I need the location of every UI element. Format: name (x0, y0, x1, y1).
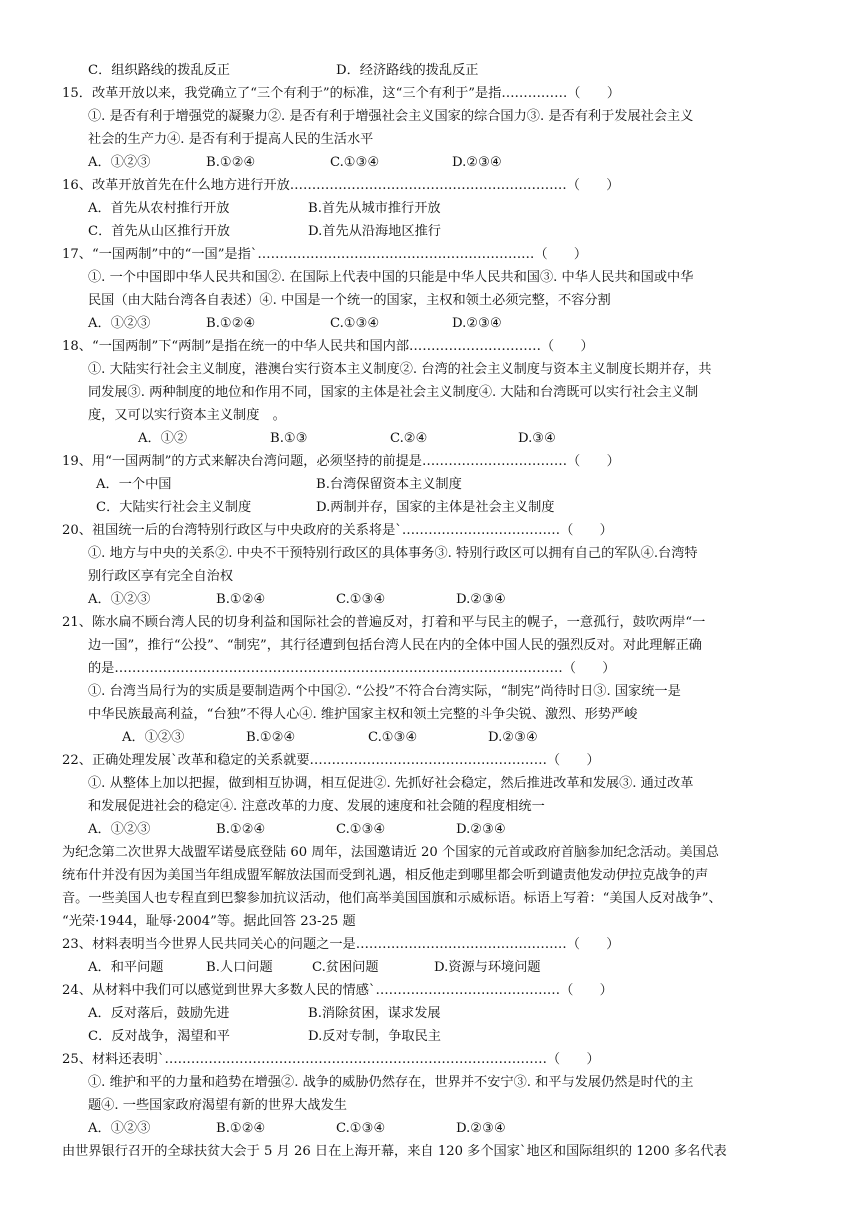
question-18-option-a: A．①② (138, 431, 188, 446)
question-19-option-d: D.两制并存，国家的主体是社会主义制度 (316, 500, 555, 515)
question-24-option-d: D.反对专制，争取民主 (308, 1029, 441, 1044)
question-20-stem: 20、祖国统一后的台湾特别行政区与中央政府的关系将是`………………………………（ ） (62, 523, 613, 538)
question-20-statements-line1: ①. 地方与中央的关系②. 中央不干预特别行政区的具体事务③. 特别行政区可以拥有自己的军队④.台湾特 (88, 546, 698, 561)
material-passage-line1: 为纪念第二次世界大战盟军诺曼底登陆 60 周年，法国邀请近 20 个国家的元首或政府首脑参加纪念活动。美国总 (62, 845, 719, 860)
question-24-option-a: A．反对落后，鼓励先进 (88, 1006, 230, 1021)
question-16-option-d: D.首先从沿海地区推行 (308, 224, 441, 239)
question-22-option-b: B.①②④ (216, 822, 266, 837)
question-20-option-a: A．①②③ (88, 592, 151, 607)
question-25-option-d: D.②③④ (456, 1121, 506, 1136)
question-19-option-a: A．一个中国 (96, 477, 172, 492)
question-16-option-a: A．首先从农村推行开放 (88, 201, 230, 216)
question-21-statements-line2: 中华民族最高利益，“台独”不得人心④. 维护国家主权和领土完整的斗争尖锐、激烈、形势严峻 (88, 707, 638, 722)
question-25-option-a: A．①②③ (88, 1121, 151, 1136)
question-20-option-c: C.①③④ (336, 592, 386, 607)
question-15-option-c: C.①③④ (330, 155, 380, 170)
question-15-option-b: B.①②④ (206, 155, 256, 170)
question-24-option-c: C．反对战争，渴望和平 (88, 1029, 230, 1044)
question-18-statements-line3: 度，又可以实行资本主义制度 。 (88, 408, 286, 423)
question-19-option-c: C．大陆实行社会主义制度 (96, 500, 252, 515)
question-17-option-d: D.②③④ (452, 316, 502, 331)
question-21-stem-line1: 21、陈水扁不顾台湾人民的切身利益和国际社会的普遍反对，打着和平与民主的幌子，一意孤行，鼓吹两岸“一 (62, 615, 706, 630)
question-20-option-b: B.①②④ (216, 592, 266, 607)
question-25-stem: 25、材料还表明`……………………………………………………………………………（ ） (62, 1052, 600, 1067)
question-25-option-b: B.①②④ (216, 1121, 266, 1136)
question-24-option-b: B.消除贫困，谋求发展 (308, 1006, 441, 1021)
question-22-stem: 22、正确处理发展`改革和稳定的关系就要………………………………………………（ ） (62, 753, 600, 768)
question-16-option-c: C．首先从山区推行开放 (88, 224, 230, 239)
question-18-option-b: B.①③ (270, 431, 308, 446)
question-18-statements-line2: 同发展③. 两种制度的地位和作用不同，国家的主体是社会主义制度④. 大陆和台湾既可以实行社会主义制 (88, 385, 699, 400)
question-17-statements-line1: ①. 一个中国即中华人民共和国②. 在国际上代表中国的只能是中华人民共和国③. 中华人民共和国或中华 (88, 270, 694, 285)
question-21-stem-line3: 的是…………………………………………………………………………………………（ ） (88, 661, 616, 676)
question-22-statements-line1: ①. 从整体上加以把握，做到相互协调，相互促进②. 先抓好社会稳定，然后推进改革和发展③. 通过改革 (88, 776, 694, 791)
question-23-option-b: B.人口问题 (206, 960, 273, 975)
question-15-statements-line1: ①. 是否有利于增强党的凝聚力②. 是否有利于增强社会主义国家的综合国力③. 是否有利于发展社会主义 (88, 109, 694, 124)
question-17-statements-line2: 民国（由大陆台湾各自表述）④. 中国是一个统一的国家，主权和领土必须完整，不容分割 (88, 293, 611, 308)
question-16-stem: 16、改革开放首先在什么地方进行开放………………………………………………………（ ） (62, 178, 620, 193)
question-24-stem: 24、从材料中我们可以感觉到世界大多数人民的情感`……………………………………（ ） (62, 983, 613, 998)
question-25-statements-line2: 题④. 一些国家政府渴望有新的世界大战发生 (88, 1098, 347, 1113)
question-17-option-c: C.①③④ (330, 316, 380, 331)
material-passage-line3: 音。一些美国人也专程直到巴黎参加抗议活动，他们高举美国国旗和示威标语。标语上写着：“美国人反对战争”、 (62, 891, 722, 906)
question-15-stem: 15．改革开放以来，我党确立了“三个有利于”的标准，这“三个有利于”是指……………（ ） (62, 86, 621, 101)
question-18-statements-line1: ①. 大陆实行社会主义制度，港澳台实行资本主义制度②. 台湾的社会主义制度与资本主义制度长期并存，共 (88, 362, 712, 377)
question-22-option-c: C.①③④ (336, 822, 386, 837)
question-19-stem: 19、用“一国两制”的方式来解决台湾问题，必须坚持的前提是……………………………（ ） (62, 454, 620, 469)
question-25-statements-line1: ①. 维护和平的力量和趋势在增强②. 战争的威胁仍然存在，世界并不安宁③. 和平与发展仍然是时代的主 (88, 1075, 694, 1090)
question-23-option-a: A．和平问题 (88, 960, 164, 975)
question-19-option-b: B.台湾保留资本主义制度 (316, 477, 462, 492)
question-21-option-c: C.①③④ (368, 730, 418, 745)
question-15-option-d: D.②③④ (452, 155, 502, 170)
question-21-option-b: B.①②④ (246, 730, 296, 745)
question-25-option-c: C.①③④ (336, 1121, 386, 1136)
question-15-option-a: A．①②③ (88, 155, 151, 170)
question-17-option-a: A．①②③ (88, 316, 151, 331)
option-d-economic-line: D．经济路线的拨乱反正 (336, 63, 479, 78)
material-passage-line4: “光荣·1944，耻辱·2004”等。据此回答 23-25 题 (62, 914, 356, 929)
question-23-option-d: D.资源与环境问题 (434, 960, 541, 975)
question-17-option-b: B.①②④ (206, 316, 256, 331)
question-21-stem-line2: 边一国”，推行“公投”、“制宪”，其行径遭到包括台湾人民在内的全体中国人民的强烈反对。对此理解正确 (88, 638, 702, 653)
question-22-option-a: A．①②③ (88, 822, 151, 837)
question-21-option-a: A．①②③ (122, 730, 185, 745)
question-20-statements-line2: 别行政区享有完全自治权 (88, 569, 234, 584)
material-passage-2-line1: 由世界银行召开的全球扶贫大会于 5 月 26 日在上海开幕，来自 120 多个国家`地区和国际组织的 1200 多名代表 (62, 1144, 727, 1159)
question-22-statements-line2: 和发展促进社会的稳定④. 注意改革的力度、发展的速度和社会随的程度相统一 (88, 799, 545, 814)
question-18-stem: 18、“一国两制”下“两制”是指在统一的中华人民共和国内部…………………………（ ） (62, 339, 594, 354)
question-20-option-d: D.②③④ (456, 592, 506, 607)
question-18-option-c: C.②④ (390, 431, 428, 446)
option-c-organization-line: C．组织路线的拨乱反正 (88, 63, 230, 78)
question-23-stem: 23、材料表明当今世界人民共同关心的问题之一是…………………………………………（ ） (62, 937, 620, 952)
question-17-stem: 17、“一国两制”中的“一国”是指`………………………………………………………（ ） (62, 247, 588, 262)
material-passage-line2: 统布什并没有因为美国当年组成盟军解放法国而受到礼遇，相反他走到哪里都会听到谴责他发动伊拉克战争的声 (62, 868, 709, 883)
question-21-option-d: D.②③④ (488, 730, 538, 745)
question-22-option-d: D.②③④ (456, 822, 506, 837)
question-16-option-b: B.首先从城市推行开放 (308, 201, 441, 216)
question-21-statements-line1: ①. 台湾当局行为的实质是要制造两个中国②. “公投”不符合台湾实际，“制宪”尚待时日③. 国家统一是 (88, 684, 681, 699)
question-15-statements-line2: 社会的生产力④. 是否有利于提高人民的生活水平 (88, 132, 374, 147)
question-18-option-d: D.③④ (518, 431, 556, 446)
question-23-option-c: C.贫困问题 (312, 960, 379, 975)
